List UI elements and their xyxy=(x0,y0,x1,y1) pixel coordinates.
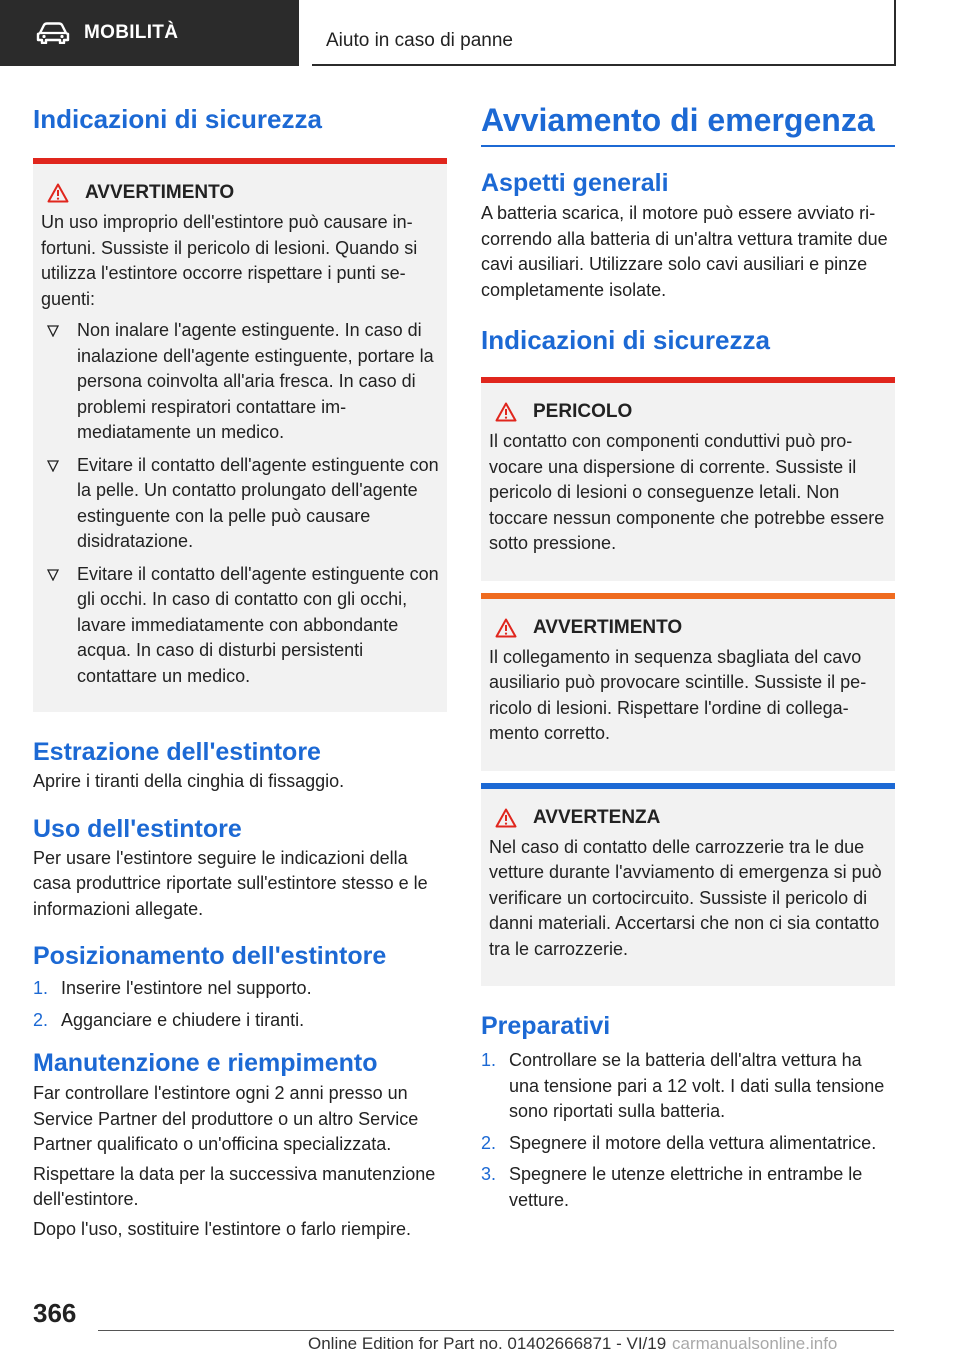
warning-label: AVVERTIMENTO xyxy=(533,616,683,638)
safety-heading: Indicazioni di sicurezza xyxy=(481,325,770,355)
list-item: 2. Agganciare e chiudere i tiranti. xyxy=(33,1009,305,1030)
footer-divider xyxy=(98,1330,894,1331)
list-item: 2. Spegnere il motore della vettura alimentatrice. xyxy=(481,1132,877,1153)
main-title: Avviamento di emergenza xyxy=(481,102,895,147)
prep-steps xyxy=(481,1048,895,1213)
warning-header xyxy=(41,182,439,204)
triangle-bullet-icon xyxy=(47,569,59,581)
maintenance-text-1: Far controllare l'estintore ogni 2 anni presso un Service Partner del produttore o un altro Service Partner qualificato o un'officina specializzata. xyxy=(33,1083,419,1154)
car-icon xyxy=(36,22,70,44)
list-item: 1. Controllare se la batteria dell'altra vettura ha una tensione pari a 12 volt. I dati sulla tensione sono riportati sulla batteria. xyxy=(481,1050,885,1121)
maintenance-text-2: Rispettare la data per la successiva manutenzione dell'estintore. xyxy=(33,1163,436,1209)
edition-text: Online Edition for Part no. 01402666871 - VI/19 xyxy=(308,1334,667,1353)
use-heading: Uso dell'estintore xyxy=(33,814,242,843)
danger-label: PERICOLO xyxy=(533,401,633,422)
notice-header xyxy=(489,807,887,829)
warning-box xyxy=(481,593,895,771)
danger-text: Il contatto con componenti conduttivi può provocare una dispersione di corrente. Sussiste il pericolo di lesioni o conseguenze letali. Non toccare nessun componente che potrebbe essere sotto pressione. xyxy=(489,431,885,553)
list-item: Non inalare l'agente estinguente. In caso di inalazione dell'agente estinguente, portare la persona coinvolta all'aria fresca. In caso di problemi respiratori contattare immediatamente un medico. xyxy=(41,318,439,446)
danger-box xyxy=(481,377,895,581)
list-item: 3. Spegnere le utenze elettriche in entrambe le vetture. xyxy=(481,1164,863,1210)
use-text: Per usare l'estintore seguire le indicazioni della casa produttrice riportate sull'estintore stesso e le informazioni allegate. xyxy=(33,847,428,919)
general-text: A batteria scarica, il motore può essere avviato ricorrendo alla batteria di un'altra vettura tramite due cavi ausiliari. Utilizzare solo cavi ausiliari e pinze completamente isolate. xyxy=(481,203,888,300)
section-tab[interactable] xyxy=(0,0,299,66)
warning-text: Un uso improprio dell'estintore può causare infortuni. Sussiste il pericolo di lesioni. Quando si utilizza l'estintore occorre rispettare i punti seguenti: xyxy=(41,212,418,309)
maintenance-text-3: Dopo l'uso, sostituire l'estintore o farlo riempire. xyxy=(33,1218,412,1239)
extraction-heading: Estrazione dell'estintore xyxy=(33,738,321,766)
warning-label: AVVERTIMENTO xyxy=(85,182,235,203)
warning-list xyxy=(41,318,439,689)
notice-label: AVVERTENZA xyxy=(533,806,661,828)
chapter-title: Aiuto in caso di panne xyxy=(312,0,896,66)
position-heading: Posizionamento dell'estintore xyxy=(33,942,387,970)
triangle-bullet-icon xyxy=(47,325,59,337)
position-steps xyxy=(33,976,447,1033)
danger-header xyxy=(489,401,887,423)
warning-text: Il collegamento in sequenza sbagliata del cavo ausiliario può provocare scintille. Sussiste il pericolo di lesioni. Rispettare l'ordine di collegamento corretto. xyxy=(489,646,867,743)
section-label: MOBILITÀ xyxy=(84,22,179,43)
warning-triangle-icon xyxy=(495,402,517,422)
warning-header xyxy=(489,617,887,639)
left-column xyxy=(33,98,447,1242)
general-heading: Aspetti generali xyxy=(481,169,669,197)
list-item: 1. Inserire l'estintore nel supporto. xyxy=(33,978,312,998)
notice-text: Nel caso di contatto delle carrozzerie tra le due vetture durante l'avviamento di emergenza si può verificare un cortocircuito. Sussiste il pericolo di danni materiali. Accertarsi che non ci sia contatto tra le carrozzerie. xyxy=(489,836,882,959)
warning-triangle-icon xyxy=(495,808,517,828)
maintenance-heading: Manutenzione e riempimento xyxy=(33,1049,378,1077)
watermark: carmanualsonline.info xyxy=(672,1334,838,1353)
warning-triangle-icon xyxy=(47,183,69,203)
triangle-bullet-icon xyxy=(47,460,59,472)
list-item: Evitare il contatto dell'agente estinguente con la pelle. Un contatto prolungato dell'agente estinguente con la pelle può causare disidratazione. xyxy=(41,453,439,555)
extraction-text: Aprire i tiranti della cinghia di fissaggio. xyxy=(33,771,345,791)
page-number: 366 xyxy=(33,1298,77,1328)
prep-heading: Preparativi xyxy=(481,1012,611,1040)
warning-box xyxy=(33,158,447,712)
notice-box xyxy=(481,783,895,987)
right-column xyxy=(481,98,895,1219)
safety-heading: Indicazioni di sicurezza xyxy=(33,104,322,134)
warning-triangle-icon xyxy=(495,618,517,638)
list-item: Evitare il contatto dell'agente estinguente con gli occhi. In caso di contatto con gli occhi, lavare immediatamente con abbondante acqua. In caso di disturbi persistenti contattare un medico. xyxy=(41,562,439,690)
